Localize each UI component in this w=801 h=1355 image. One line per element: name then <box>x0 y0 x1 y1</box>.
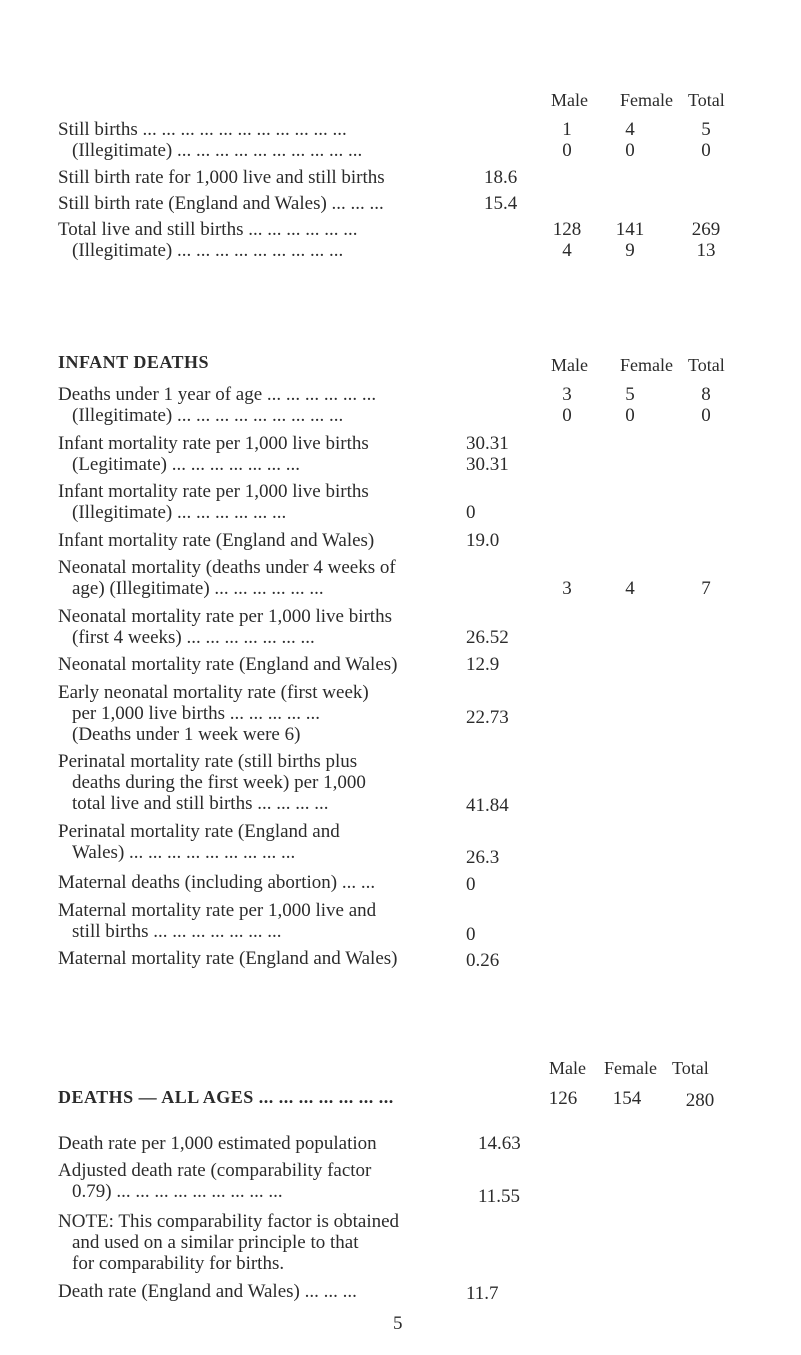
header-male: Male <box>551 355 588 375</box>
row-label: Adjusted death rate (comparability factor <box>58 1160 372 1181</box>
cell-value: 11.55 <box>478 1186 521 1207</box>
row-label: Total live and still births ... ... ... ... ... ... <box>58 219 358 240</box>
cell-value: 12.9 <box>466 654 500 675</box>
row-label: Wales) ... ... ... ... ... ... ... ... ... <box>72 842 296 863</box>
header-male: Male <box>549 1058 586 1078</box>
row-label: age) (Illegitimate) ... ... ... ... ... ... <box>72 578 324 599</box>
page-number: 5 <box>393 1313 403 1334</box>
cell-value: 15.4 <box>484 193 518 214</box>
section-title-infant-deaths: INFANT DEATHS <box>58 352 210 372</box>
cell-female: 154 <box>612 1088 642 1109</box>
row-label: deaths during the first week) per 1,000 <box>72 772 366 793</box>
cell-female: 0 <box>625 140 635 161</box>
header-female: Female <box>604 1058 657 1078</box>
cell-total: 280 <box>685 1090 715 1111</box>
row-label: Neonatal mortality rate per 1,000 live births <box>58 606 392 627</box>
row-label: Infant mortality rate per 1,000 live births <box>58 481 369 502</box>
row-label: per 1,000 live births ... ... ... ... ... <box>72 703 321 724</box>
row-label: Still births ... ... ... ... ... ... ... ... ... ... ... <box>58 119 347 140</box>
cell-female: 5 <box>625 384 635 405</box>
row-label: (first 4 weeks) ... ... ... ... ... ... ... <box>72 627 315 648</box>
cell-male: 4 <box>562 240 572 261</box>
cell-male: 1 <box>562 119 572 140</box>
cell-value: 26.52 <box>466 627 509 648</box>
note-text: for comparability for births. <box>72 1253 285 1274</box>
row-label: (Illegitimate) ... ... ... ... ... ... ... ... ... ... <box>72 140 363 161</box>
cell-total: 7 <box>701 578 711 599</box>
header-total: Total <box>688 355 725 375</box>
note-text: and used on a similar principle to that <box>72 1232 359 1253</box>
cell-value: 11.7 <box>466 1283 499 1304</box>
cell-male: 128 <box>552 219 582 240</box>
row-label: (Legitimate) ... ... ... ... ... ... ... <box>72 454 300 475</box>
cell-total: 0 <box>701 405 711 426</box>
row-label: Maternal deaths (including abortion) ... ... <box>58 872 376 893</box>
header-total: Total <box>672 1058 709 1078</box>
row-label: (Illegitimate) ... ... ... ... ... ... <box>72 502 287 523</box>
cell-male: 0 <box>562 140 572 161</box>
cell-value: 14.63 <box>478 1133 521 1154</box>
cell-total: 0 <box>701 140 711 161</box>
cell-value: 41.84 <box>466 795 509 816</box>
cell-value: 0 <box>466 874 476 895</box>
row-label: Death rate (England and Wales) ... ... ... <box>58 1281 357 1302</box>
cell-value: 0 <box>466 924 476 945</box>
cell-value: 19.0 <box>466 530 500 551</box>
row-label: Early neonatal mortality rate (first week) <box>58 682 369 703</box>
header-male: Male <box>551 90 588 110</box>
cell-value: 0.26 <box>466 950 500 971</box>
row-label: (Deaths under 1 week were 6) <box>72 724 301 745</box>
cell-male: 0 <box>562 405 572 426</box>
cell-female: 9 <box>625 240 635 261</box>
row-label: Infant mortality rate (England and Wales) <box>58 530 375 551</box>
row-label: Maternal mortality rate (England and Wales) <box>58 948 398 969</box>
row-label: Maternal mortality rate per 1,000 live and <box>58 900 377 921</box>
cell-value: 18.6 <box>484 167 518 188</box>
cell-male: 126 <box>548 1088 578 1109</box>
row-label: Perinatal mortality rate (England and <box>58 821 340 842</box>
cell-value: 26.3 <box>466 847 500 868</box>
section-title-deaths-all-ages: DEATHS — ALL AGES ... ... ... ... ... ... ... <box>58 1087 394 1107</box>
row-label: Deaths under 1 year of age ... ... ... ... ... ... <box>58 384 377 405</box>
cell-female: 4 <box>625 578 635 599</box>
cell-male: 3 <box>562 384 572 405</box>
note-text: NOTE: This comparability factor is obtained <box>58 1211 400 1232</box>
cell-value: 30.31 <box>466 433 509 454</box>
row-label: 0.79) ... ... ... ... ... ... ... ... ... <box>72 1181 283 1202</box>
row-label: Neonatal mortality rate (England and Wales) <box>58 654 398 675</box>
row-label: Neonatal mortality (deaths under 4 weeks of <box>58 557 396 578</box>
row-label: Death rate per 1,000 estimated population <box>58 1133 377 1154</box>
row-label: still births ... ... ... ... ... ... ... <box>72 921 282 942</box>
row-label: total live and still births ... ... ... ... <box>72 793 329 814</box>
row-label: (Illegitimate) ... ... ... ... ... ... ... ... ... <box>72 240 344 261</box>
cell-total: 5 <box>701 119 711 140</box>
cell-female: 4 <box>625 119 635 140</box>
header-female: Female <box>620 355 673 375</box>
row-label: Perinatal mortality rate (still births plus <box>58 751 358 772</box>
header-female: Female <box>620 90 673 110</box>
cell-total: 269 <box>691 219 721 240</box>
row-label: Still birth rate for 1,000 live and still births <box>58 167 385 188</box>
cell-female: 0 <box>625 405 635 426</box>
cell-value: 22.73 <box>466 707 509 728</box>
cell-value: 30.31 <box>466 454 509 475</box>
cell-female: 141 <box>615 219 645 240</box>
cell-male: 3 <box>562 578 572 599</box>
row-label: Infant mortality rate per 1,000 live births <box>58 433 369 454</box>
row-label: (Illegitimate) ... ... ... ... ... ... ... ... ... <box>72 405 344 426</box>
cell-total: 13 <box>696 240 716 261</box>
cell-value: 0 <box>466 502 476 523</box>
cell-total: 8 <box>701 384 711 405</box>
header-total: Total <box>688 90 725 110</box>
row-label: Still birth rate (England and Wales) ... ... ... <box>58 193 384 214</box>
